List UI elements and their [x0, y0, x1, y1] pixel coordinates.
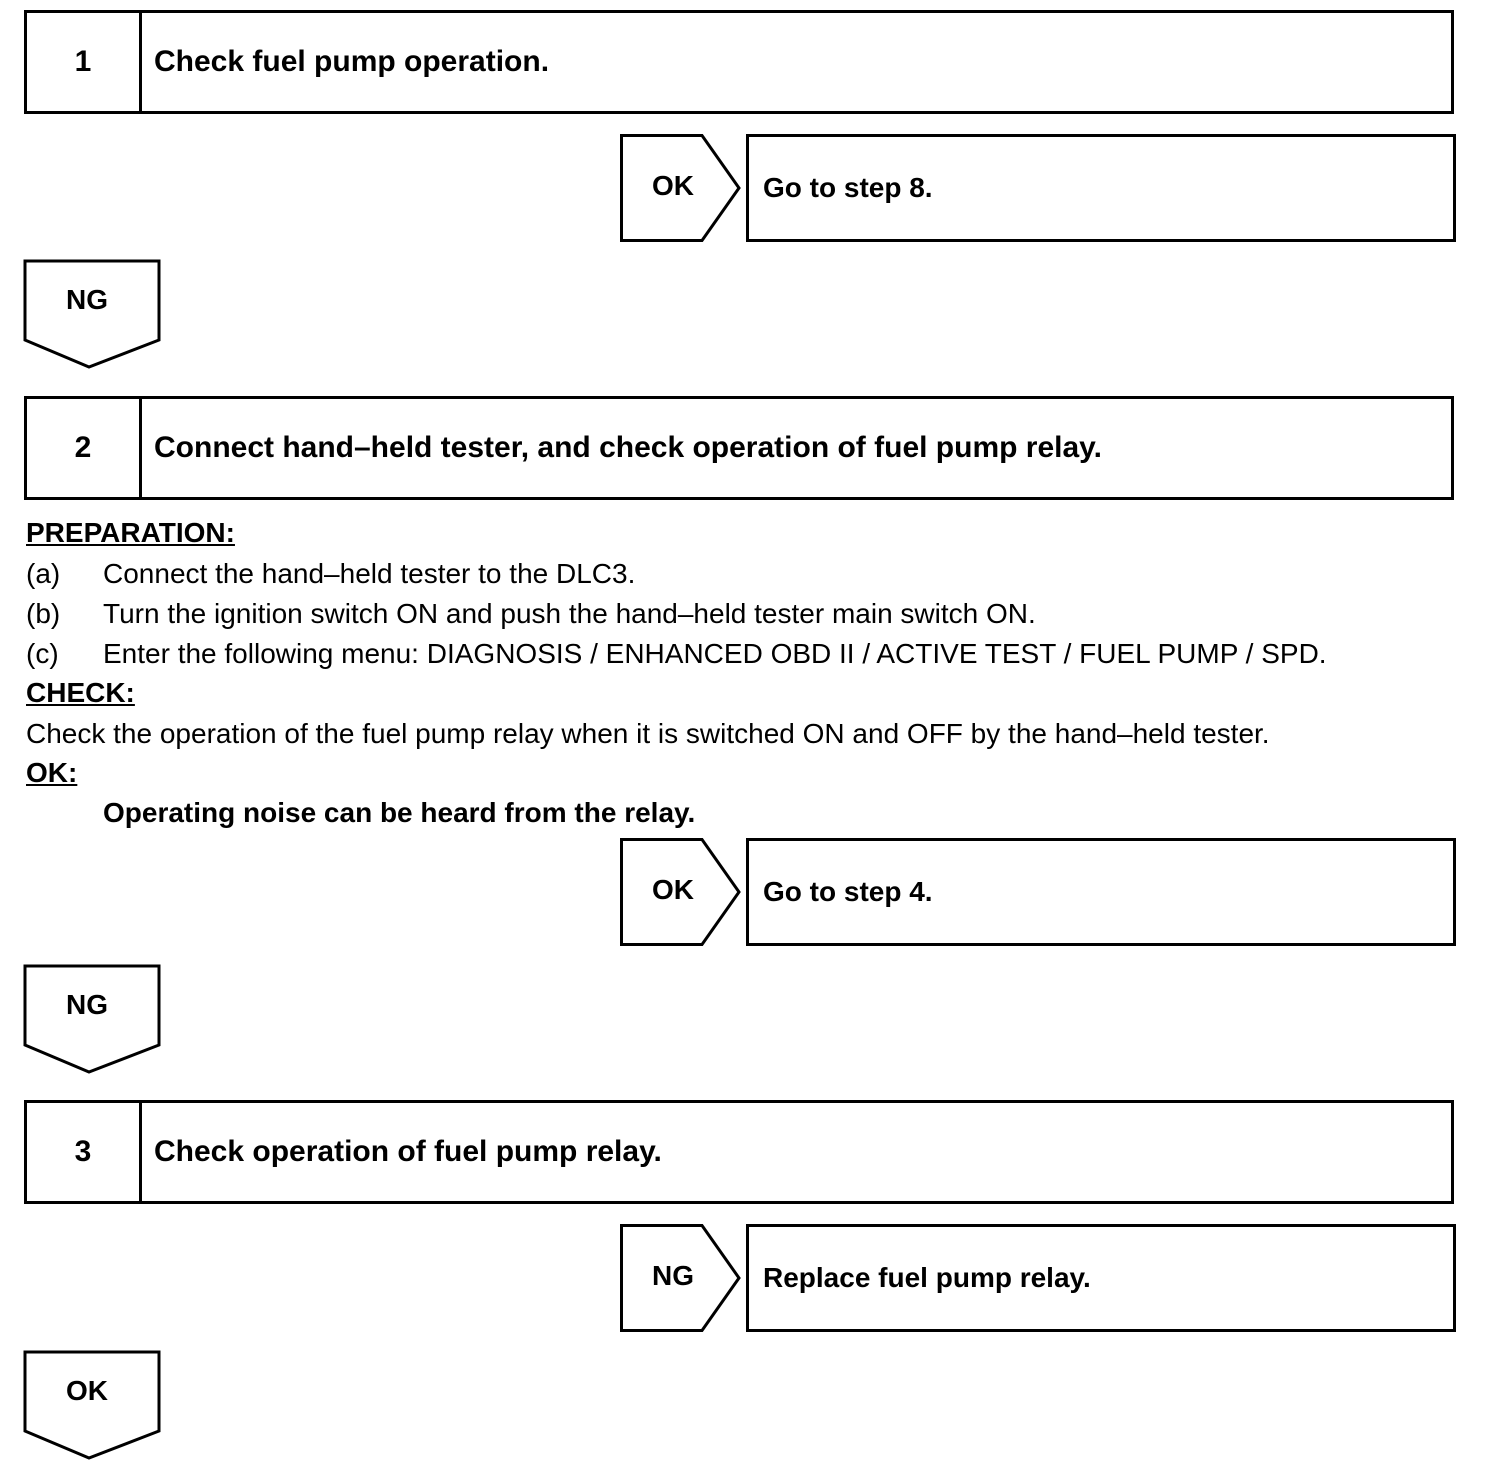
- result-box: Replace fuel pump relay.: [746, 1224, 1456, 1332]
- arrow-label: NG: [66, 989, 108, 1020]
- result-arrow-ng: [620, 1224, 742, 1332]
- step-1-box: [24, 10, 1454, 114]
- step-number: 1: [27, 13, 142, 111]
- ok-header: OK:: [26, 757, 78, 788]
- result-box: Go to step 8.: [746, 134, 1456, 242]
- arrow-label: OK: [66, 1375, 108, 1406]
- item-letter: (a): [26, 558, 61, 589]
- step-title: Connect hand–held tester, and check operation of fuel pump relay.: [154, 431, 1102, 464]
- arrow-label: NG: [66, 284, 108, 315]
- down-arrow-ok: [22, 1350, 162, 1460]
- arrow-label: OK: [652, 170, 694, 201]
- check-header: CHECK:: [26, 677, 135, 708]
- preparation-header: PREPARATION:: [26, 517, 235, 548]
- item-text: Turn the ignition switch ON and push the hand–held tester main switch ON.: [103, 598, 1036, 629]
- arrow-label: OK: [652, 874, 694, 905]
- result-arrow-ok: [620, 134, 742, 242]
- item-letter: (b): [26, 598, 61, 629]
- down-arrow-ng: [22, 259, 162, 369]
- step-3-box: [24, 1100, 1454, 1204]
- result-arrow-ok: [620, 838, 742, 946]
- item-letter: (c): [26, 638, 59, 669]
- step-title: Check fuel pump operation.: [154, 45, 550, 78]
- result-box: Go to step 4.: [746, 838, 1456, 946]
- step-title: Check operation of fuel pump relay.: [154, 1135, 662, 1168]
- ok-text: Operating noise can be heard from the relay.: [103, 797, 696, 828]
- step-2-box: [24, 396, 1454, 500]
- item-text: Enter the following menu: DIAGNOSIS / ENHANCED OBD II / ACTIVE TEST / FUEL PUMP / SPD.: [103, 638, 1327, 669]
- down-arrow-ng: [22, 964, 162, 1074]
- arrow-label: NG: [652, 1260, 694, 1291]
- item-text: Connect the hand–held tester to the DLC3.: [103, 558, 636, 589]
- step-number: 2: [27, 399, 142, 497]
- check-text: Check the operation of the fuel pump relay when it is switched ON and OFF by the hand–held tester.: [26, 718, 1270, 749]
- step-number: 3: [27, 1103, 142, 1201]
